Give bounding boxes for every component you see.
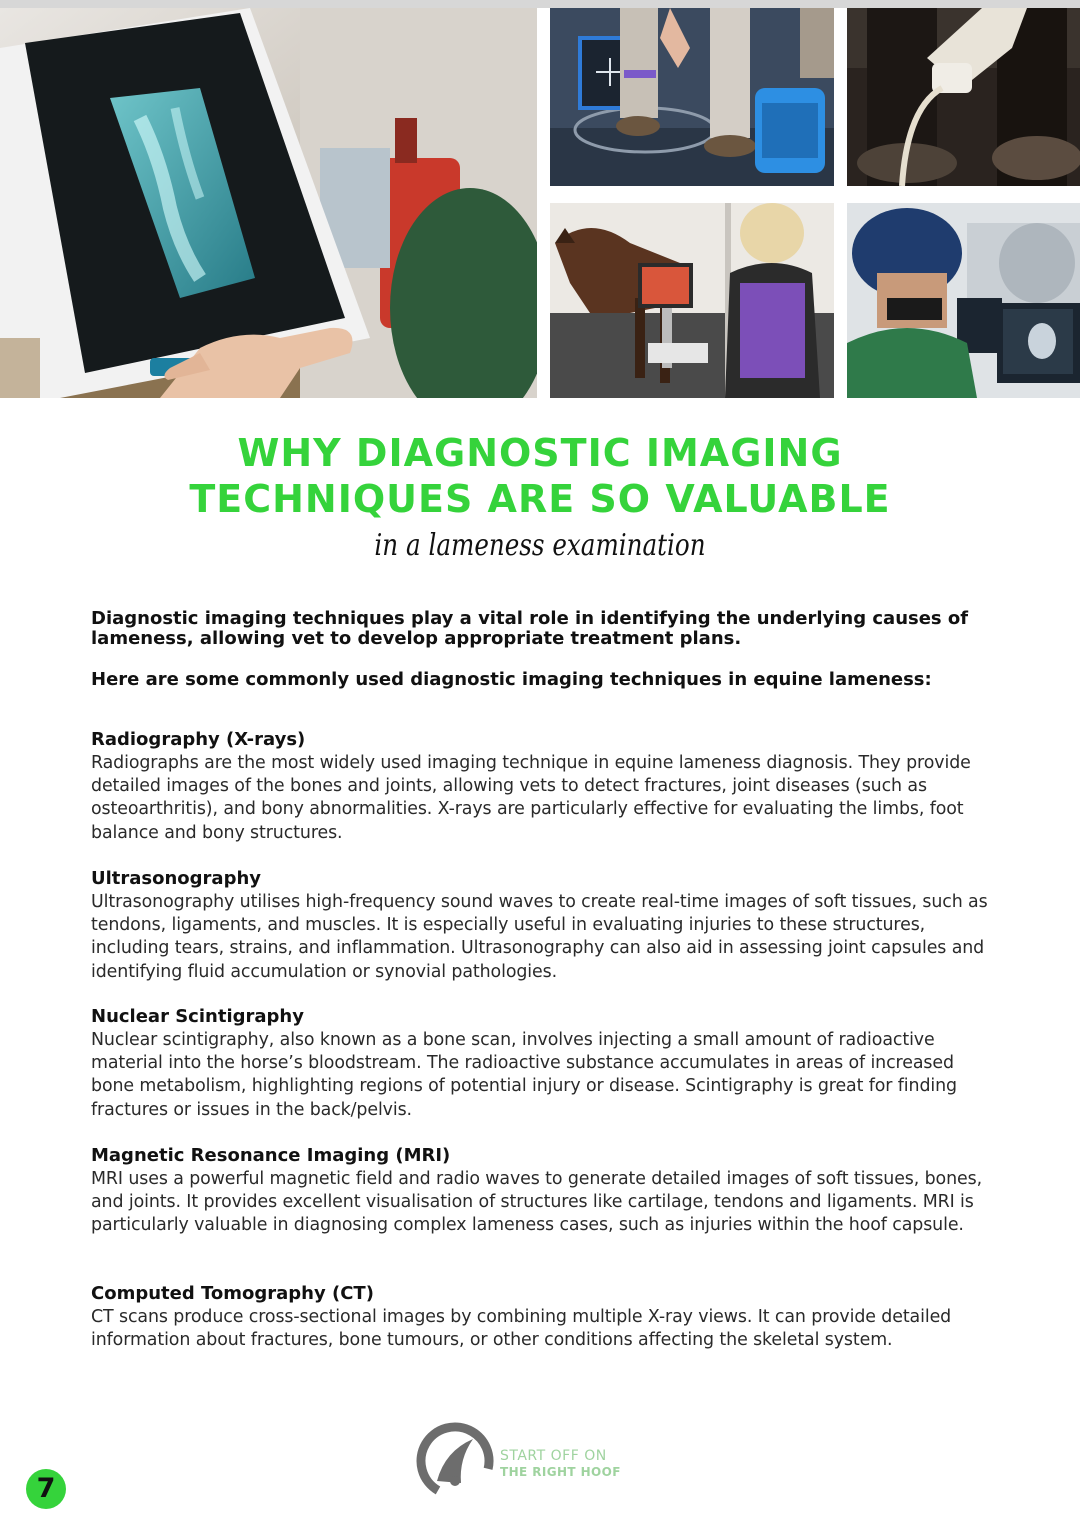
section-nuclear-scintigraphy [91, 1005, 996, 1122]
section-heading: Radiography (X-rays) [91, 729, 306, 750]
photo-mri-console [847, 203, 1080, 398]
intro-list-lead: Here are some commonly used diagnostic imaging techniques in equine lameness: [91, 669, 932, 690]
logo-wordmark [500, 1448, 621, 1480]
page-title [0, 430, 1080, 522]
horseshoe-icon [415, 1421, 495, 1501]
section-body: CT scans produce cross-sectional images by combining multiple X-ray views. It can provide detailed information about fractures, bone tumours, or other conditions affecting the skeletal system. [91, 1307, 952, 1351]
logo-line-2: THE RIGHT HOOF [500, 1465, 621, 1479]
section-body: Nuclear scintigraphy, also known as a bone scan, involves injecting a small amount of radioactive material into the horse’s bloodstream. The radioactive substance accumulates in areas of increased bone metabolism, highlighting regions of potential injury or disease. Scintigraphy is great for finding fractures or issues in the back/pelvis. [91, 1030, 957, 1120]
page-number-badge: 7 [26, 1469, 66, 1509]
section-radiography [91, 728, 996, 845]
section-body: Radiographs are the most widely used imaging technique in equine lameness diagnosis. They provide detailed images of the bones and joints, allowing vets to detect fractures, joint diseases (such as osteoarthritis), and bony abnormalities. X-rays are particularly effective for evaluating the limbs, foot balance and bony structures. [91, 753, 971, 843]
section-heading: Nuclear Scintigraphy [91, 1006, 304, 1027]
title-line-1: WHY DIAGNOSTIC IMAGING [237, 431, 843, 475]
title-line-2: TECHNIQUES ARE SO VALUABLE [189, 477, 891, 521]
section-mri [91, 1144, 996, 1238]
section-body: MRI uses a powerful magnetic field and radio waves to generate detailed images of soft tissues, bones, and joints. It provides excellent visualisation of structures like cartilage, tendons and ligaments. MRI is particularly valuable in diagnosing complex lameness cases, such as injuries within the hoof capsule. [91, 1169, 983, 1236]
page-subtitle: in a lameness examination [374, 528, 706, 563]
brand-logo [415, 1421, 645, 1501]
photo-ultrasound-probe [847, 8, 1080, 186]
photo-scintigraphy-legs [550, 8, 834, 186]
section-ct [91, 1282, 996, 1352]
section-heading: Ultrasonography [91, 868, 262, 889]
intro-paragraph: Diagnostic imaging techniques play a vital role in identifying the underlying causes of lameness, allowing vet to develop appropriate treatment plans. [91, 608, 969, 649]
top-border [0, 0, 1080, 8]
photo-vet-monitor-horse [550, 203, 834, 398]
section-ultrasonography [91, 867, 996, 984]
logo-line-1: START OFF ON [500, 1448, 607, 1464]
section-heading: Magnetic Resonance Imaging (MRI) [91, 1145, 451, 1166]
photo-radiograph-tablet [0, 8, 537, 398]
section-heading: Computed Tomography (CT) [91, 1283, 374, 1304]
section-body: Ultrasonography utilises high-frequency sound waves to create real-time images of soft tissues, such as tendons, ligaments, and muscles. It is especially useful in evaluating injuries to these structures, including tears, strains, and inflammation. Ultrasonography can also aid in assessing joint capsules and identifying fluid accumulation or synovial pathologies. [91, 892, 988, 982]
